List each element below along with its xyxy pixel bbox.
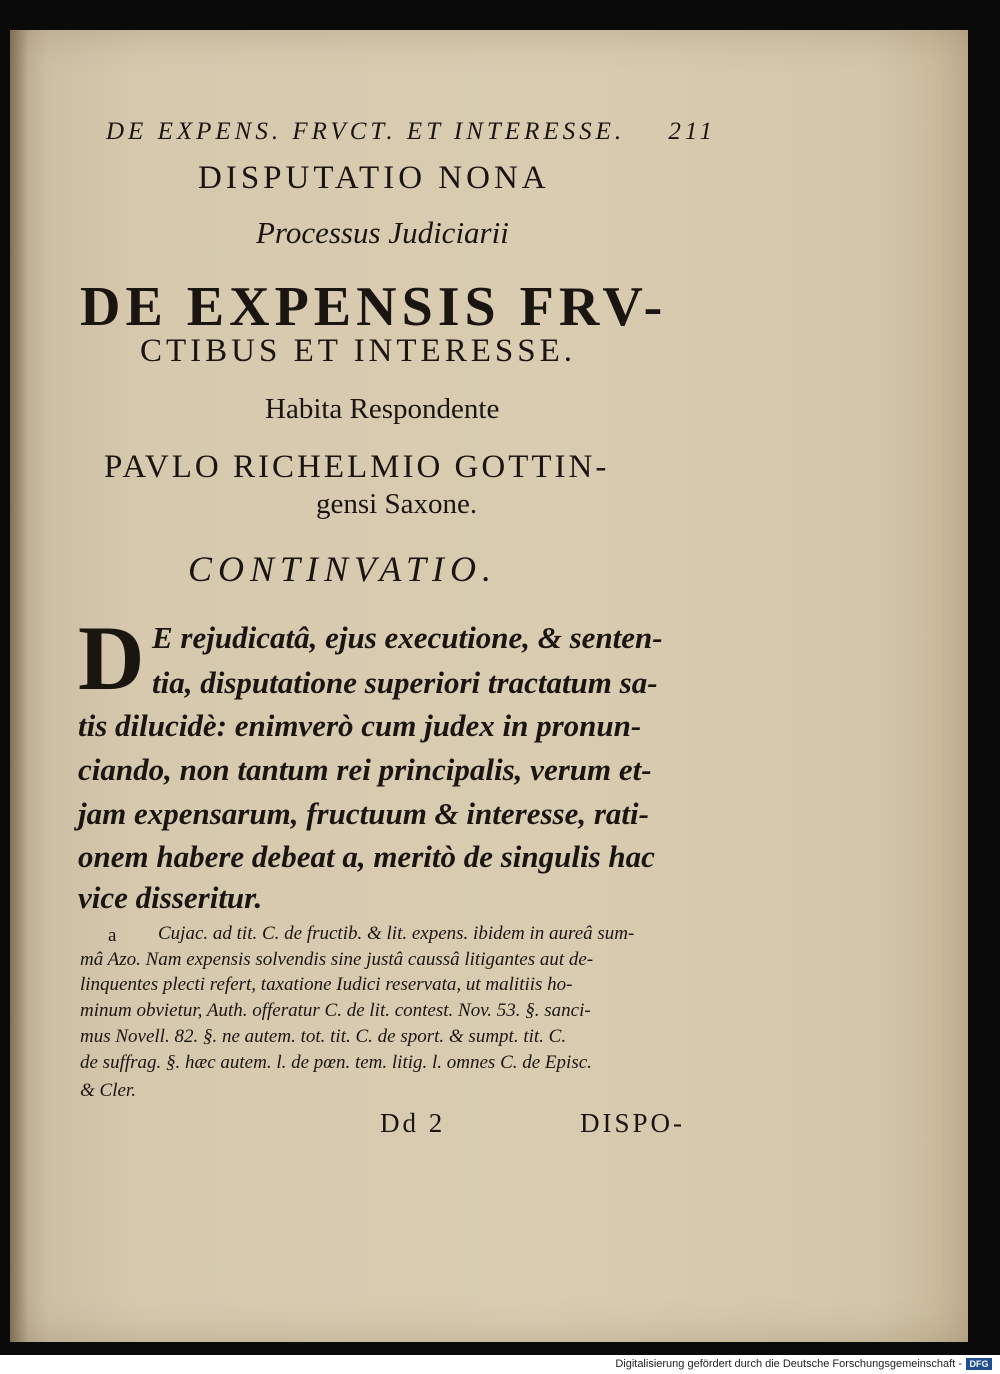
body-line: ciando, non tantum rei principalis, verum et-: [78, 752, 652, 787]
body-line: onem habere debeat a, meritò de singulis hac: [78, 839, 655, 874]
page-number: 211: [668, 118, 716, 145]
body-line: tis dilucidè: enimverò cum judex in pronun-: [78, 708, 642, 743]
footnote-line: minum obvietur, Auth. offeratur C. de lit. contest. Nov. 53. §. sanci-: [80, 1000, 591, 1021]
running-head: [106, 118, 716, 146]
gutter-shadow: [10, 30, 28, 1342]
body-line: tia, disputatione superiori tractatum sa-: [152, 665, 658, 700]
footnote-line: mâ Azo. Nam expensis solvendis sine justâ caussâ litigantes aut de-: [80, 949, 594, 970]
footnote-line: linquentes plecti refert, taxatione Iudici reservata, ut malitiis ho-: [80, 974, 573, 995]
dfg-logo-icon: DFG: [966, 1358, 992, 1370]
title-line-2: Processus Judiciarii: [256, 215, 509, 250]
title-line-4: CTIBUS ET INTERESSE.: [140, 333, 576, 369]
title-line-1: DISPUTATIO NONA: [198, 160, 550, 196]
footnote-marker: a: [108, 925, 117, 946]
drop-capital: D: [78, 607, 145, 709]
footnote-line: de suffrag. §. hæc autem. l. de pœn. tem. litig. l. omnes C. de Episc.: [80, 1052, 592, 1073]
footnote-line: Cujac. ad tit. C. de fructib. & lit. expens. ibidem in aureâ sum-: [158, 923, 635, 944]
title-line-7: gensi Saxone.: [316, 488, 478, 520]
section-heading: CONTINVATIO.: [188, 549, 498, 589]
catchword: DISPO-: [580, 1108, 686, 1138]
running-head-title: DE EXPENS. FRVCT. ET INTERESSE.: [106, 118, 626, 145]
body-line: E rejudicatâ, ejus executione, & senten-: [152, 620, 663, 655]
footer-text: Digitalisierung gefördert durch die Deutsche Forschungsgemeinschaft -: [615, 1358, 962, 1370]
title-line-5: Habita Respondente: [265, 393, 500, 425]
title-line-6: PAVLO RICHELMIO GOTTIN-: [104, 449, 610, 485]
body-line: vice disseritur.: [78, 880, 263, 915]
footnote-line: & Cler.: [80, 1080, 136, 1101]
title-line-3: DE EXPENSIS FRV-: [80, 276, 668, 338]
digitization-footer: [615, 1356, 992, 1372]
signature-mark: Dd 2: [380, 1108, 446, 1138]
footnote-line: mus Novell. 82. §. ne autem. tot. tit. C. de sport. & sumpt. tit. C.: [80, 1026, 567, 1047]
body-line: jam expensarum, fructuum & interesse, rati-: [78, 796, 649, 831]
